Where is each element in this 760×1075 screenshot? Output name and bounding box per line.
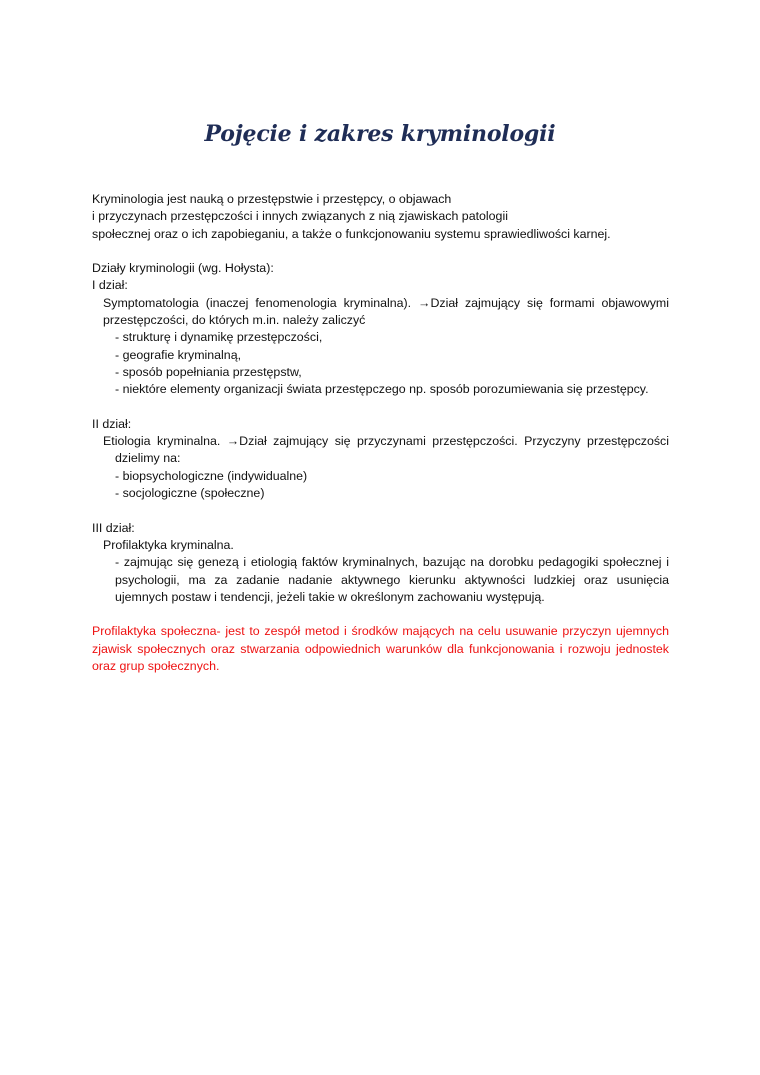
intro-line: społecznej oraz o ich zapobieganiu, a także o funkcjonowaniu systemu sprawiedliwości karnej. [92, 226, 611, 241]
list-item: - socjologiczne (społeczne) [115, 486, 265, 501]
list-item: - biopsychologiczne (indywidualne) [115, 468, 308, 483]
section-2 [92, 416, 669, 502]
list-item: - geografie kryminalną, [115, 347, 242, 362]
document-body [92, 191, 669, 675]
list-item: - strukturę i dynamikę przestępczości, [115, 330, 323, 345]
sections-heading: Działy kryminologii (wg. Hołysta): [92, 261, 274, 276]
section-1 [92, 277, 669, 398]
section-1-label: I dział: [92, 278, 128, 293]
section-1-description: Symptomatologia (inaczej fenomenologia kryminalna). →Dział zajmujący się formami objawowymi przestępczości, do których m.in. należy zaliczyć [103, 295, 669, 328]
section-3-subtitle: Profilaktyka kryminalna. [103, 537, 234, 552]
section-3-label: III dział: [92, 520, 135, 535]
intro-paragraph [92, 191, 669, 243]
profilaktyka-note: Profilaktyka społeczna- jest to zespół metod i środków mających na celu usuwanie przyczyn ujemnych zjawisk społecznych oraz stwarzania odpowiednich warunków dla funkcjonowania i rozwoju jednostek oraz grup społecznych. [92, 624, 669, 674]
section-3-description: - zajmując się genezą i etiologią faktów kryminalnych, bazując na dorobku pedagogiki społecznej i psychologii, ma za zadanie nadanie aktywnego kierunku aktywności ludzkiej oraz usunięcia ujemnych postaw i tendencji, jeżeli takie w określonym zachowaniu występują. [115, 555, 669, 604]
list-item: - sposób popełniania przestępstw, [115, 364, 302, 379]
section-2-label: II dział: [92, 416, 132, 431]
section-2-description-cont: dzielimy na: [115, 451, 181, 466]
section-3 [92, 520, 669, 606]
intro-line: i przyczynach przestępczości i innych związanych z nią zjawiskach patologii [92, 209, 508, 224]
list-item: - niektóre elementy organizacji świata przestępczego np. sposób porozumiewania się przestępcy. [115, 382, 649, 397]
page-title: Pojęcie i zakres kryminologii [204, 121, 556, 147]
intro-line: Kryminologia jest nauką o przestępstwie i przestępcy, o objawach [92, 192, 452, 206]
section-2-description: Etiologia kryminalna. →Dział zajmujący się przyczynami przestępczości. Przyczyny przestępczości [103, 434, 669, 449]
